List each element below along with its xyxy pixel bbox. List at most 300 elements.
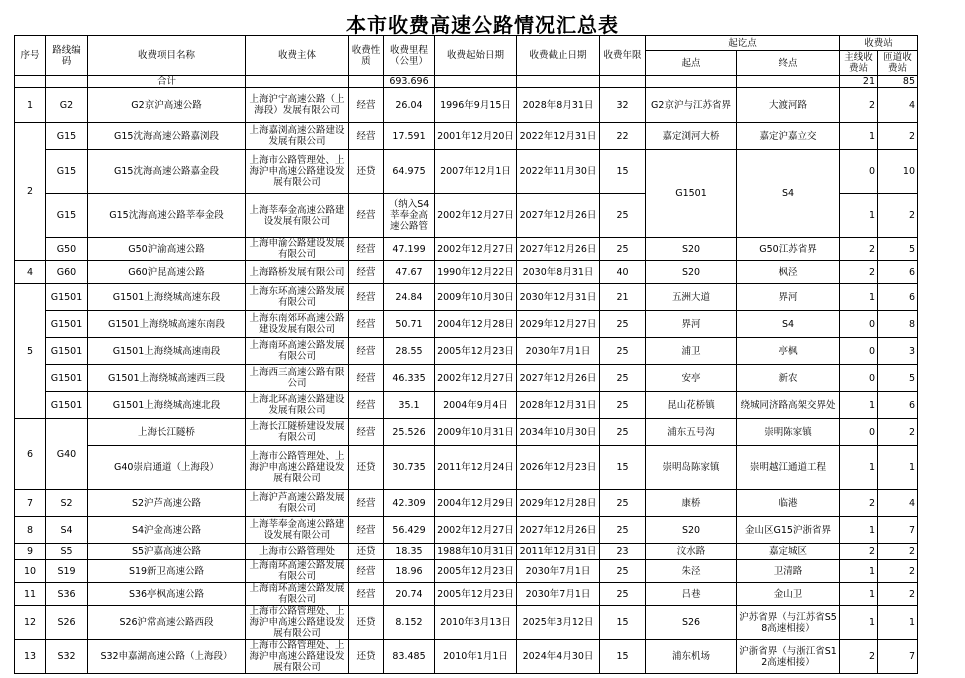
start-date-cell: 2002年12月27日 xyxy=(435,365,517,392)
ramp-stations-cell: 7 xyxy=(878,517,918,544)
end-date-cell: 2027年12月26日 xyxy=(517,238,600,261)
to-cell: 崇明越江通道工程 xyxy=(737,446,840,490)
to-cell: G50江苏省界 xyxy=(737,238,840,261)
project-name-cell: G1501上海绕城高速西三段 xyxy=(88,365,246,392)
seq-cell: 4 xyxy=(15,261,46,284)
from-cell: S20 xyxy=(646,517,737,544)
end-date-cell: 2027年12月26日 xyxy=(517,194,600,238)
header-nature: 收费性质 xyxy=(349,36,384,76)
route-code-cell: G50 xyxy=(46,238,88,261)
table-row xyxy=(15,560,918,583)
table-row xyxy=(15,311,918,338)
to-cell: 大渡河路 xyxy=(737,88,840,123)
project-name-cell: G50沪渝高速公路 xyxy=(88,238,246,261)
to-cell: 崇明陈家镇 xyxy=(737,419,840,446)
ramp-stations-cell: 4 xyxy=(878,490,918,517)
table-row xyxy=(15,419,918,446)
owner-cell: 上海西三高速公路有限公司 xyxy=(246,365,349,392)
start-date-cell: 2009年10月30日 xyxy=(435,284,517,311)
years-cell: 22 xyxy=(600,123,646,150)
route-code-cell: S5 xyxy=(46,544,88,560)
start-date-cell: 2007年12月1日 xyxy=(435,150,517,194)
owner-cell: 上海沪芦高速公路发展有限公司 xyxy=(246,490,349,517)
main-stations-cell: 2 xyxy=(840,640,878,674)
ramp-stations-cell: 2 xyxy=(878,123,918,150)
ramp-stations-cell: 2 xyxy=(878,560,918,583)
mileage-cell: 24.84 xyxy=(384,284,435,311)
ramp-stations-cell: 10 xyxy=(878,150,918,194)
project-name-cell: G60沪昆高速公路 xyxy=(88,261,246,284)
main-stations-cell: 1 xyxy=(840,560,878,583)
years-cell: 32 xyxy=(600,88,646,123)
start-date-cell: 2005年12月23日 xyxy=(435,583,517,606)
nature-cell: 经营 xyxy=(349,517,384,544)
main-stations-cell: 2 xyxy=(840,261,878,284)
main-stations-cell: 0 xyxy=(840,365,878,392)
owner-cell: 上海申渝公路建设发展有限公司 xyxy=(246,238,349,261)
total-from-cell xyxy=(646,76,737,88)
ramp-stations-cell: 6 xyxy=(878,284,918,311)
start-date-cell: 2009年10月31日 xyxy=(435,419,517,446)
from-cell: S26 xyxy=(646,606,737,640)
from-cell: 安亭 xyxy=(646,365,737,392)
route-code-cell: S2 xyxy=(46,490,88,517)
years-cell: 23 xyxy=(600,544,646,560)
header-to: 终点 xyxy=(737,51,840,76)
header-endpoints: 起讫点 xyxy=(646,36,840,51)
main-stations-cell: 2 xyxy=(840,544,878,560)
header-stations: 收费站 xyxy=(840,36,918,51)
to-cell: 嘉定城区 xyxy=(737,544,840,560)
seq-cell: 5 xyxy=(15,284,46,419)
main-stations-cell: 0 xyxy=(840,338,878,365)
to-cell: S4 xyxy=(737,150,840,238)
end-date-cell: 2034年10月30日 xyxy=(517,419,600,446)
project-name-cell: G15沈海高速公路莘奉金段 xyxy=(88,194,246,238)
owner-cell: 上海北环高速公路建设发展有限公司 xyxy=(246,392,349,419)
total-end-cell xyxy=(517,76,600,88)
project-name-cell: S32申嘉湖高速公路（上海段） xyxy=(88,640,246,674)
main-stations-cell: 0 xyxy=(840,311,878,338)
total-owner-cell xyxy=(246,76,349,88)
header-ramp-stations: 匝道收费站 xyxy=(878,51,918,76)
end-date-cell: 2022年12月31日 xyxy=(517,123,600,150)
end-date-cell: 2028年12月31日 xyxy=(517,392,600,419)
nature-cell: 经营 xyxy=(349,392,384,419)
seq-cell: 8 xyxy=(15,517,46,544)
start-date-cell: 2004年12月28日 xyxy=(435,311,517,338)
end-date-cell: 2027年12月26日 xyxy=(517,365,600,392)
years-cell: 25 xyxy=(600,194,646,238)
project-name-cell: 上海长江隧桥 xyxy=(88,419,246,446)
owner-cell: 上海南环高速公路发展有限公司 xyxy=(246,560,349,583)
to-cell: 新农 xyxy=(737,365,840,392)
nature-cell: 经营 xyxy=(349,560,384,583)
toll-highway-table xyxy=(14,35,918,674)
end-date-cell: 2026年12月23日 xyxy=(517,446,600,490)
seq-cell: 6 xyxy=(15,419,46,490)
table-row xyxy=(15,640,918,674)
project-name-cell: G1501上海绕城高速南段 xyxy=(88,338,246,365)
mileage-cell: 47.67 xyxy=(384,261,435,284)
main-stations-cell: 2 xyxy=(840,490,878,517)
nature-cell: 经营 xyxy=(349,284,384,311)
mileage-cell: 18.35 xyxy=(384,544,435,560)
owner-cell: 上海南环高速公路发展有限公司 xyxy=(246,338,349,365)
start-date-cell: 2001年12月20日 xyxy=(435,123,517,150)
table-row xyxy=(15,365,918,392)
owner-cell: 上海沪宁高速公路（上海段）发展有限公司 xyxy=(246,88,349,123)
start-date-cell: 2010年1月1日 xyxy=(435,640,517,674)
start-date-cell: 1996年9月15日 xyxy=(435,88,517,123)
years-cell: 15 xyxy=(600,640,646,674)
ramp-stations-cell: 2 xyxy=(878,544,918,560)
seq-cell: 11 xyxy=(15,583,46,606)
table-row xyxy=(15,123,918,150)
mileage-cell: 42.309 xyxy=(384,490,435,517)
seq-cell: 13 xyxy=(15,640,46,674)
seq-cell: 1 xyxy=(15,88,46,123)
nature-cell: 经营 xyxy=(349,419,384,446)
header-owner: 收费主体 xyxy=(246,36,349,76)
from-cell: 界河 xyxy=(646,311,737,338)
ramp-stations-cell: 5 xyxy=(878,365,918,392)
ramp-stations-cell: 5 xyxy=(878,238,918,261)
from-cell: 崇明岛陈家镇 xyxy=(646,446,737,490)
total-route-cell xyxy=(46,76,88,88)
route-code-cell: G1501 xyxy=(46,311,88,338)
project-name-cell: G1501上海绕城高速东段 xyxy=(88,284,246,311)
main-stations-cell: 1 xyxy=(840,517,878,544)
project-name-cell: G1501上海绕城高速东南段 xyxy=(88,311,246,338)
ramp-stations-cell: 1 xyxy=(878,446,918,490)
nature-cell: 还贷 xyxy=(349,150,384,194)
years-cell: 25 xyxy=(600,338,646,365)
years-cell: 25 xyxy=(600,560,646,583)
mileage-cell: 18.96 xyxy=(384,560,435,583)
owner-cell: 上海市公路管理处、上海沪申高速公路建设发展有限公司 xyxy=(246,606,349,640)
nature-cell: 经营 xyxy=(349,88,384,123)
to-cell: 金山区G15沪浙省界 xyxy=(737,517,840,544)
project-name-cell: S2沪芦高速公路 xyxy=(88,490,246,517)
end-date-cell: 2030年7月1日 xyxy=(517,560,600,583)
years-cell: 25 xyxy=(600,238,646,261)
header-main-stations: 主线收费站 xyxy=(840,51,878,76)
start-date-cell: 2004年9月4日 xyxy=(435,392,517,419)
header-from: 起点 xyxy=(646,51,737,76)
route-code-cell: S32 xyxy=(46,640,88,674)
end-date-cell: 2024年4月30日 xyxy=(517,640,600,674)
start-date-cell: 2002年12月27日 xyxy=(435,194,517,238)
mileage-cell: 25.526 xyxy=(384,419,435,446)
years-cell: 21 xyxy=(600,284,646,311)
document-title: 本市收费高速公路情况汇总表 xyxy=(346,13,619,37)
table-row xyxy=(15,338,918,365)
from-cell: G1501 xyxy=(646,150,737,238)
table-row xyxy=(15,261,918,284)
route-code-cell: S36 xyxy=(46,583,88,606)
nature-cell: 经营 xyxy=(349,490,384,517)
from-cell: 吕巷 xyxy=(646,583,737,606)
nature-cell: 经营 xyxy=(349,238,384,261)
start-date-cell: 2005年12月23日 xyxy=(435,338,517,365)
nature-cell: 还贷 xyxy=(349,606,384,640)
start-date-cell: 2002年12月27日 xyxy=(435,517,517,544)
main-stations-cell: 1 xyxy=(840,284,878,311)
to-cell: S4 xyxy=(737,311,840,338)
mileage-cell: 20.74 xyxy=(384,583,435,606)
table-row xyxy=(15,88,918,123)
header-years: 收费年限 xyxy=(600,36,646,76)
table-row xyxy=(15,238,918,261)
header-mileage: 收费里程（公里） xyxy=(384,36,435,76)
seq-cell: 12 xyxy=(15,606,46,640)
mileage-cell: 28.55 xyxy=(384,338,435,365)
route-code-cell: G2 xyxy=(46,88,88,123)
ramp-stations-cell: 2 xyxy=(878,583,918,606)
nature-cell: 还贷 xyxy=(349,640,384,674)
seq-cell: 9 xyxy=(15,544,46,560)
project-name-cell: G15沈海高速公路嘉浏段 xyxy=(88,123,246,150)
owner-cell: 上海莘奉金高速公路建设发展有限公司 xyxy=(246,517,349,544)
start-date-cell: 2011年12月24日 xyxy=(435,446,517,490)
years-cell: 25 xyxy=(600,517,646,544)
from-cell: 汶水路 xyxy=(646,544,737,560)
ramp-stations-cell: 8 xyxy=(878,311,918,338)
nature-cell: 经营 xyxy=(349,338,384,365)
main-stations-cell: 1 xyxy=(840,392,878,419)
seq-cell: 7 xyxy=(15,490,46,517)
years-cell: 25 xyxy=(600,583,646,606)
ramp-stations-cell: 6 xyxy=(878,392,918,419)
table-row xyxy=(15,606,918,640)
main-stations-cell: 2 xyxy=(840,238,878,261)
table-row xyxy=(15,490,918,517)
ramp-stations-cell: 3 xyxy=(878,338,918,365)
ramp-stations-cell: 4 xyxy=(878,88,918,123)
end-date-cell: 2025年3月12日 xyxy=(517,606,600,640)
mileage-cell: 30.735 xyxy=(384,446,435,490)
end-date-cell: 2011年12月31日 xyxy=(517,544,600,560)
seq-cell: 10 xyxy=(15,560,46,583)
mileage-cell: （纳入S4莘奉金高速公路管 xyxy=(384,194,435,238)
from-cell: 浦卫 xyxy=(646,338,737,365)
owner-cell: 上海长江隧桥建设发展有限公司 xyxy=(246,419,349,446)
main-stations-cell: 0 xyxy=(840,419,878,446)
table-row xyxy=(15,517,918,544)
owner-cell: 上海市公路管理处、上海沪申高速公路建设发展有限公司 xyxy=(246,150,349,194)
to-cell: 沪苏省界（与江苏省S58高速相接） xyxy=(737,606,840,640)
years-cell: 25 xyxy=(600,311,646,338)
start-date-cell: 2004年12月29日 xyxy=(435,490,517,517)
total-start-cell xyxy=(435,76,517,88)
ramp-stations-cell: 2 xyxy=(878,194,918,238)
header-row-1 xyxy=(15,36,918,51)
ramp-stations-cell: 1 xyxy=(878,606,918,640)
end-date-cell: 2030年12月31日 xyxy=(517,284,600,311)
from-cell: S20 xyxy=(646,238,737,261)
to-cell: 亭枫 xyxy=(737,338,840,365)
total-main-stations: 21 xyxy=(840,76,878,88)
owner-cell: 上海莘奉金高速公路建设发展有限公司 xyxy=(246,194,349,238)
project-name-cell: G1501上海绕城高速北段 xyxy=(88,392,246,419)
owner-cell: 上海市公路管理处 xyxy=(246,544,349,560)
route-code-cell: G60 xyxy=(46,261,88,284)
from-cell: G2京沪与江苏省界 xyxy=(646,88,737,123)
nature-cell: 经营 xyxy=(349,311,384,338)
start-date-cell: 2010年3月13日 xyxy=(435,606,517,640)
years-cell: 15 xyxy=(600,606,646,640)
mileage-cell: 8.152 xyxy=(384,606,435,640)
project-name-cell: S4沪金高速公路 xyxy=(88,517,246,544)
owner-cell: 上海东南郊环高速公路建设发展有限公司 xyxy=(246,311,349,338)
mileage-cell: 26.04 xyxy=(384,88,435,123)
route-code-cell: G15 xyxy=(46,123,88,150)
mileage-cell: 47.199 xyxy=(384,238,435,261)
ramp-stations-cell: 2 xyxy=(878,419,918,446)
end-date-cell: 2027年12月26日 xyxy=(517,517,600,544)
route-code-cell: G1501 xyxy=(46,284,88,311)
years-cell: 25 xyxy=(600,392,646,419)
project-name-cell: G40崇启通道（上海段） xyxy=(88,446,246,490)
nature-cell: 还贷 xyxy=(349,446,384,490)
start-date-cell: 1988年10月31日 xyxy=(435,544,517,560)
nature-cell: 还贷 xyxy=(349,544,384,560)
mileage-cell: 46.335 xyxy=(384,365,435,392)
from-cell: 五洲大道 xyxy=(646,284,737,311)
from-cell: S20 xyxy=(646,261,737,284)
owner-cell: 上海东环高速公路发展有限公司 xyxy=(246,284,349,311)
years-cell: 25 xyxy=(600,419,646,446)
from-cell: 朱泾 xyxy=(646,560,737,583)
start-date-cell: 2002年12月27日 xyxy=(435,238,517,261)
mileage-cell: 50.71 xyxy=(384,311,435,338)
ramp-stations-cell: 7 xyxy=(878,640,918,674)
total-seq-cell xyxy=(15,76,46,88)
start-date-cell: 2005年12月23日 xyxy=(435,560,517,583)
header-start-date: 收费起始日期 xyxy=(435,36,517,76)
header-seq: 序号 xyxy=(15,36,46,76)
main-stations-cell: 1 xyxy=(840,583,878,606)
from-cell: 浦东机场 xyxy=(646,640,737,674)
total-row xyxy=(15,76,918,88)
nature-cell: 经营 xyxy=(349,261,384,284)
main-stations-cell: 1 xyxy=(840,446,878,490)
table-row xyxy=(15,284,918,311)
route-code-cell: G15 xyxy=(46,194,88,238)
owner-cell: 上海嘉浏高速公路建设发展有限公司 xyxy=(246,123,349,150)
years-cell: 25 xyxy=(600,490,646,517)
route-code-cell: S26 xyxy=(46,606,88,640)
end-date-cell: 2022年11月30日 xyxy=(517,150,600,194)
start-date-cell: 1990年12月22日 xyxy=(435,261,517,284)
to-cell: 临港 xyxy=(737,490,840,517)
project-name-cell: G2京沪高速公路 xyxy=(88,88,246,123)
to-cell: 金山卫 xyxy=(737,583,840,606)
nature-cell: 经营 xyxy=(349,194,384,238)
total-ramp-stations: 85 xyxy=(878,76,918,88)
mileage-cell: 64.975 xyxy=(384,150,435,194)
years-cell: 15 xyxy=(600,446,646,490)
total-label: 合计 xyxy=(88,76,246,88)
to-cell: 沪浙省界（与浙江省S12高速相接） xyxy=(737,640,840,674)
header-end-date: 收费截止日期 xyxy=(517,36,600,76)
total-years-cell xyxy=(600,76,646,88)
end-date-cell: 2030年8月31日 xyxy=(517,261,600,284)
total-mileage: 693.696 xyxy=(384,76,435,88)
main-stations-cell: 0 xyxy=(840,150,878,194)
route-code-cell: G1501 xyxy=(46,392,88,419)
header-project: 收费项目名称 xyxy=(88,36,246,76)
nature-cell: 经营 xyxy=(349,583,384,606)
to-cell: 卫清路 xyxy=(737,560,840,583)
to-cell: 界河 xyxy=(737,284,840,311)
to-cell: 嘉定沪嘉立交 xyxy=(737,123,840,150)
end-date-cell: 2028年8月31日 xyxy=(517,88,600,123)
route-code-cell: S4 xyxy=(46,517,88,544)
from-cell: 嘉定浏河大桥 xyxy=(646,123,737,150)
table-row xyxy=(15,392,918,419)
owner-cell: 上海市公路管理处、上海沪申高速公路建设发展有限公司 xyxy=(246,446,349,490)
header-route-no: 路线编码 xyxy=(46,36,88,76)
end-date-cell: 2030年7月1日 xyxy=(517,583,600,606)
mileage-cell: 35.1 xyxy=(384,392,435,419)
from-cell: 浦东五号沟 xyxy=(646,419,737,446)
end-date-cell: 2029年12月27日 xyxy=(517,311,600,338)
ramp-stations-cell: 6 xyxy=(878,261,918,284)
total-to-cell xyxy=(737,76,840,88)
route-code-cell: G1501 xyxy=(46,338,88,365)
total-nature-cell xyxy=(349,76,384,88)
project-name-cell: G15沈海高速公路嘉金段 xyxy=(88,150,246,194)
main-stations-cell: 2 xyxy=(840,88,878,123)
main-stations-cell: 1 xyxy=(840,606,878,640)
table-row xyxy=(15,583,918,606)
route-code-cell: S19 xyxy=(46,560,88,583)
project-name-cell: S36亭枫高速公路 xyxy=(88,583,246,606)
nature-cell: 经营 xyxy=(349,123,384,150)
to-cell: 枫泾 xyxy=(737,261,840,284)
main-stations-cell: 1 xyxy=(840,123,878,150)
mileage-cell: 17.591 xyxy=(384,123,435,150)
from-cell: 康桥 xyxy=(646,490,737,517)
years-cell: 15 xyxy=(600,150,646,194)
route-code-cell: G40 xyxy=(46,419,88,490)
table-row xyxy=(15,446,918,490)
table-row xyxy=(15,544,918,560)
main-stations-cell: 1 xyxy=(840,194,878,238)
route-code-cell: G15 xyxy=(46,150,88,194)
end-date-cell: 2030年7月1日 xyxy=(517,338,600,365)
from-cell: 昆山花桥镇 xyxy=(646,392,737,419)
years-cell: 25 xyxy=(600,365,646,392)
owner-cell: 上海市公路管理处、上海沪申高速公路建设发展有限公司 xyxy=(246,640,349,674)
nature-cell: 经营 xyxy=(349,365,384,392)
table-body xyxy=(15,36,918,674)
mileage-cell: 83.485 xyxy=(384,640,435,674)
to-cell: 绕城同济路高架交界处 xyxy=(737,392,840,419)
owner-cell: 上海南环高速公路发展有限公司 xyxy=(246,583,349,606)
table-row xyxy=(15,150,918,194)
project-name-cell: S5沪嘉高速公路 xyxy=(88,544,246,560)
end-date-cell: 2029年12月28日 xyxy=(517,490,600,517)
seq-cell: 2 xyxy=(15,123,46,261)
years-cell: 40 xyxy=(600,261,646,284)
mileage-cell: 56.429 xyxy=(384,517,435,544)
project-name-cell: S19新卫高速公路 xyxy=(88,560,246,583)
owner-cell: 上海路桥发展有限公司 xyxy=(246,261,349,284)
route-code-cell: G1501 xyxy=(46,365,88,392)
